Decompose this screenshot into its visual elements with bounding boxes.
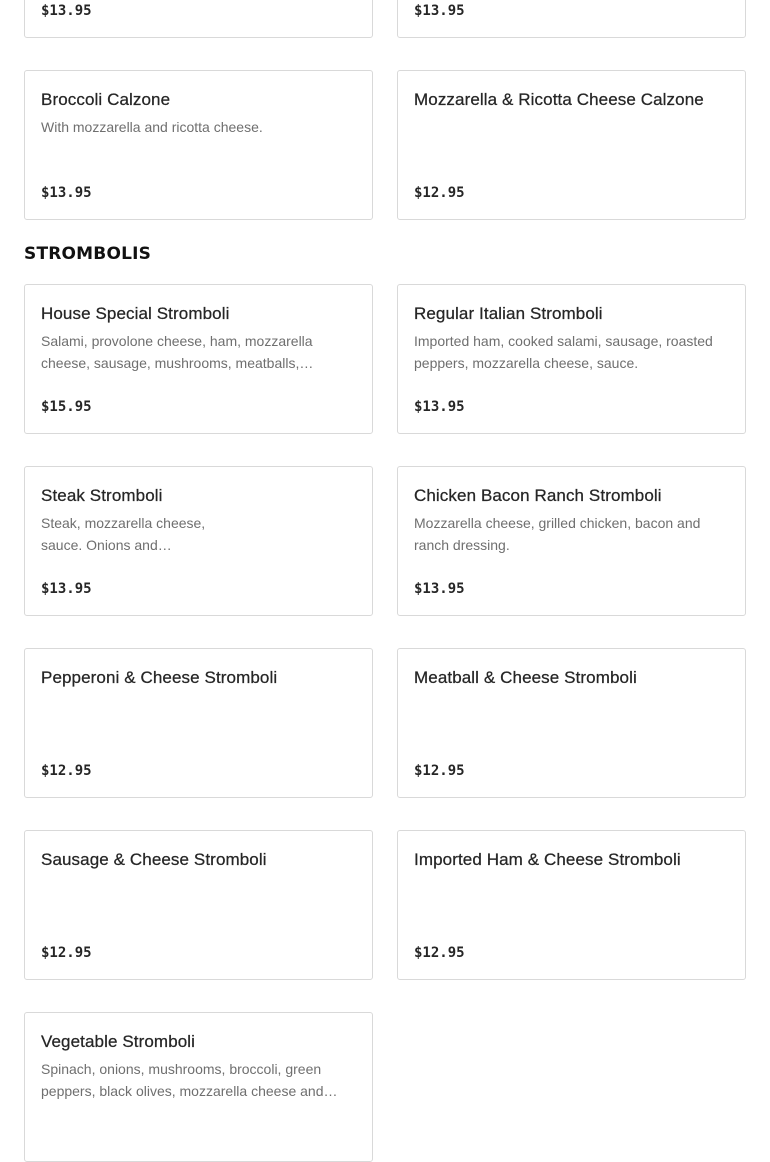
item-price: $15.95 [41,399,92,415]
item-price: $12.95 [41,945,92,961]
item-name: House Special Stromboli [41,304,230,323]
item-name: Vegetable Stromboli [41,1032,196,1051]
item-description: Mozzarella cheese, grilled chicken, bacon and ranch dressing. [414,515,701,553]
item-description: Spinach, onions, mushrooms, broccoli, green peppers, black olives, mozzarella cheese and… [41,1061,338,1099]
menu-item-card[interactable] [24,0,373,38]
item-name: Chicken Bacon Ranch Stromboli [414,486,662,505]
item-description: Steak, mozzarella cheese, sauce. Onions and… [41,515,206,553]
item-name: Imported Ham & Cheese Stromboli [414,850,681,869]
item-price: $12.95 [414,945,465,961]
item-description: Imported ham, cooked salami, sausage, roasted peppers, mozzarella cheese, sauce. [414,333,713,371]
menu-item-card[interactable] [397,466,746,616]
item-price: $12.95 [41,763,92,779]
item-description: With mozzarella and ricotta cheese. [41,119,263,135]
menu-item-card[interactable] [24,70,373,220]
menu-item-card[interactable] [24,466,373,616]
menu-item-card[interactable] [24,1012,373,1162]
menu-item-card[interactable] [24,284,373,434]
item-price: $13.95 [414,399,465,415]
menu-item-card[interactable] [397,284,746,434]
menu-item-card[interactable] [397,70,746,220]
item-price: $12.95 [414,763,465,779]
section-title-strombolis: STROMBOLIS [24,244,152,264]
item-name: Pepperoni & Cheese Stromboli [41,668,278,687]
item-price: $13.95 [41,185,92,201]
menu-item-card[interactable] [397,0,746,38]
menu-item-card[interactable] [397,648,746,798]
item-price: $13.95 [41,581,92,597]
item-name: Steak Stromboli [41,486,163,505]
item-price: $13.95 [414,581,465,597]
item-price: $12.95 [414,185,465,201]
item-price: $13.95 [414,3,465,19]
item-name: Sausage & Cheese Stromboli [41,850,267,869]
item-price: $13.95 [41,3,92,19]
item-name: Meatball & Cheese Stromboli [414,668,637,687]
item-name: Regular Italian Stromboli [414,304,603,323]
item-name: Broccoli Calzone [41,90,171,109]
menu-item-card[interactable] [24,648,373,798]
menu-item-card[interactable] [397,830,746,980]
menu-item-card[interactable] [24,830,373,980]
item-name: Mozzarella & Ricotta Cheese Calzone [414,90,704,109]
item-description: Salami, provolone cheese, ham, mozzarella cheese, sausage, mushrooms, meatballs,… [41,333,314,371]
